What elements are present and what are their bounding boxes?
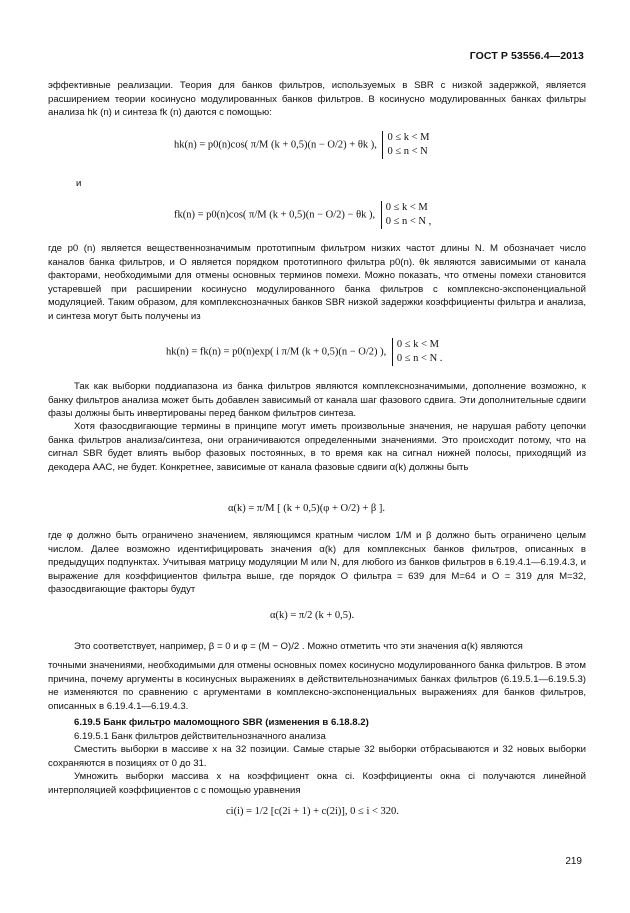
paragraph-explanation — [48, 659, 586, 713]
equation-lhs: fk(n) = p0(n)cos( π/M (k + 0,5)(n − O/2) − θk ), — [174, 209, 376, 221]
paragraph-text: точными значениями, необходимыми для отмены основных помех косинусно модулированного банка фильтров. В этом причина, почему аргументы в косинусных выражениях в действительнозначимых банках фильтров (6.19.5.1—6.19.5.3) не изменяются по сравнению с аргументами в комплексно-экспоненциальных выражениях для банков фильтров, описанных в 6.19.4.1—6.19.4.3. — [48, 660, 586, 712]
paragraph-window — [48, 770, 586, 797]
paragraph-shift — [48, 743, 586, 770]
equation-cases — [392, 338, 443, 366]
paragraph-text: Хотя фазосдвигающие термины в принципе могут иметь произвольные значения, не нарушая работу цепочки банка фильтров анализа/синтеза, они ограничиваются определенными значениями. Это происходит потому, что на сигнал SBR будет влиять выбор фазовых постоянных, в то время как на сигнал нижней полосы, приходящий из декодера AAC, не будет. Конкретнее, зависимые от канала фазовые сдвиги α(k) должны быть — [48, 421, 586, 473]
paragraph-text: где φ должно быть ограничено значением, являющимся кратным числом 1/M и β должно быть ограничено целым числом. Далее возможно идентифицировать значения α(k) для комплексных банков фильтров, описанных в предыдущих подпунктах. Учитывая матрицу модуляции M или N, для любого из банков фильтров в 6.19.4.1—6.19.4.3, и выражение для коэффициентов фильтра выше, где порядок O фильтра = 639 для M=64 и O = 319 для M=32, фазосдвигающие факторы будут — [48, 530, 586, 595]
paragraph-phi-constraint — [48, 529, 586, 597]
paragraph-subband — [48, 380, 586, 421]
page-number: 219 — [565, 856, 582, 867]
equation-complex-filter — [166, 338, 442, 366]
section-heading: 6.19.5 Банк фильтро маломощного SBR (изменения в 6.18.8.2) — [74, 717, 369, 728]
subsection-heading: 6.19.5.1 Банк фильтров действительнозначного анализа — [74, 731, 326, 742]
equation-lhs: hk(n) = p0(n)cos( π/M (k + 0,5)(n − O/2) + θk ), — [174, 139, 377, 151]
paragraph-phase-terms — [48, 420, 586, 474]
equation-case: 0 ≤ n < N , — [385, 216, 432, 227]
standard-header: ГОСТ Р 53556.4—2013 — [469, 50, 584, 62]
paragraph-intro — [48, 79, 586, 120]
equation-cases — [382, 131, 429, 159]
equation-cases — [381, 201, 432, 229]
equation-window-coefficients: ci(i) = 1/2 [c(2i + 1) + c(2i)], 0 ≤ i < 320. — [226, 806, 399, 817]
paragraph-text: Сместить выборки в массиве x на 32 позиции. Самые старые 32 выборки отбрасываются и 32 новых выборки сохраняются в позициях от 0 до 31. — [48, 744, 586, 769]
paragraph-prototype — [48, 242, 586, 323]
equation-phase-shift: α(k) = π/M [ (k + 0,5)(φ + O/2) + β ]. — [228, 503, 385, 514]
equation-case: 0 ≤ k < M — [396, 339, 439, 350]
equation-case: 0 ≤ k < M — [385, 202, 428, 213]
conjunction-and: и — [76, 178, 82, 189]
paragraph-example — [48, 640, 586, 654]
equation-case: 0 ≤ n < N — [387, 146, 428, 157]
paragraph-text: Так как выборки поддиапазона из банка фильтров являются комплекснозначимыми, дополнение возможно, к банку фильтров анализа может быть добавлен зависимый от канала шаг фазового сдвига. Эти дополнительные сдвиги фазы должны быть инвертированы перед банком фильтров синтеза. — [48, 381, 586, 419]
paragraph-text: где p0 (n) является вещественнозначимым прототипным фильтром низких частот длины N. M обозначает число каналов банка фильтров, и O является порядком прототипного фильтра p0(n). θk являются зависимыми от канала факторами, необходимыми для отмены основных терминов помехи. Можно показать, что отмены помехи становится устаревшей при расширении косинусно модулированного банка фильтров с комплексно-экспоненциальной модуляцией. Таким образом, для комплекснозначных банков SBR низкой задержки коэффициенты фильтра и анализа, и синтеза могут быть получены из — [48, 243, 586, 322]
equation-synthesis-filter — [174, 201, 431, 229]
paragraph-text: Это соответствует, например, β = 0 и φ = (M − O)/2 . Можно отметить что эти значения α(k) являются — [74, 641, 523, 652]
paragraph-text: Умножить выборки массива x на коэффициент окна ci. Коэффициенты окна ci получаются линейной интерполяцией коэффициентов c с помощью уравнения — [48, 771, 586, 796]
equation-case: 0 ≤ n < N . — [396, 353, 443, 364]
equation-case: 0 ≤ k < M — [387, 132, 430, 143]
equation-analysis-filter — [174, 131, 430, 159]
equation-phase-factor: α(k) = π/2 (k + 0,5). — [270, 610, 355, 621]
equation-lhs: hk(n) = fk(n) = p0(n)exp( i π/M (k + 0,5)(n − O/2) ), — [166, 346, 387, 358]
paragraph-text: эффективные реализации. Теория для банков фильтров, используемых в SBR с низкой задержкой, является расширением теории косинусно модулированных банков фильтров. В косинусно модулированных банках фильтры анализа hk (n) и синтеза fk (n) даются с помощью: — [48, 80, 586, 118]
